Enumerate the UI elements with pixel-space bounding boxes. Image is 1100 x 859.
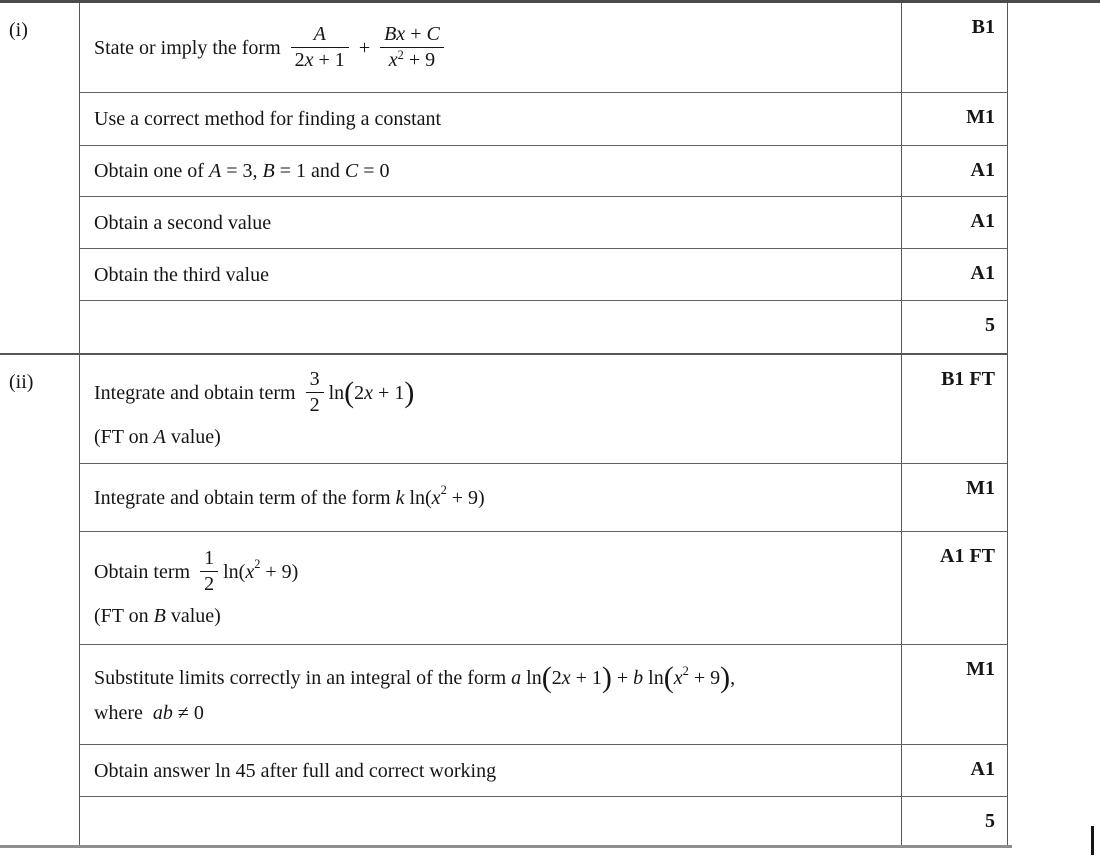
mark-cell: B1 <box>901 3 1008 92</box>
criterion-row <box>80 797 1008 848</box>
mark-cell: A1 <box>901 249 1008 300</box>
criterion-row <box>80 146 1008 197</box>
criterion-row <box>80 301 1008 353</box>
math-line: Obtain one of A = 3, B = 1 and C = 0 <box>94 160 390 182</box>
criterion-cell <box>80 745 901 796</box>
criterion-row <box>80 532 1008 645</box>
fraction: $\frac{Bx + C}{x^2 + 9}$ <box>380 23 444 72</box>
criterion-cell <box>80 93 901 145</box>
criterion-cell <box>80 301 901 353</box>
mark-cell: A1 FT <box>901 532 1008 644</box>
criteria-rows <box>80 355 1008 848</box>
math-line: Obtain answer ln 45 after full and correct working <box>94 759 497 782</box>
criterion-row <box>80 464 1008 532</box>
math-line: (FT on A value) <box>94 426 221 448</box>
criterion-cell <box>80 645 901 744</box>
part-label: (ii) <box>0 355 80 848</box>
criterion-row <box>80 355 1008 464</box>
math-line: Obtain the third value <box>94 263 269 286</box>
criterion-cell <box>80 355 901 463</box>
math-line: Integrate and obtain term of the form k ln( x 2 + 9) <box>94 483 485 509</box>
criterion-cell <box>80 197 901 248</box>
criterion-cell <box>80 249 901 300</box>
criterion-cell <box>80 797 901 848</box>
criterion-row <box>80 745 1008 797</box>
criterion-row <box>80 645 1008 745</box>
math-line: Obtain term $\frac{1}{2}$ ln( x 2 + 9) <box>94 547 299 595</box>
criterion-row <box>80 249 1008 301</box>
criterion-row <box>80 93 1008 146</box>
mark-cell: M1 <box>901 464 1008 531</box>
mark-cell: M1 <box>901 93 1008 145</box>
fraction: $\frac{A}{2x + 1}$ <box>291 23 349 72</box>
mark-cell: B1 FT <box>901 355 1008 463</box>
math-line: where ab ≠ 0 <box>94 702 204 724</box>
criterion-row <box>80 3 1008 93</box>
math-line: Obtain a second value <box>94 211 272 234</box>
criterion-cell <box>80 532 901 644</box>
section-part-ii <box>0 355 1008 848</box>
criterion-cell <box>80 146 901 196</box>
math-line: State or imply the form $\frac{A}{2x + 1}$ + $\frac{Bx + C}{x^2 + 9}$ <box>94 23 891 72</box>
mark-cell: A1 <box>901 745 1008 796</box>
mark-cell: A1 <box>901 197 1008 248</box>
criterion-cell <box>80 3 901 92</box>
mark-scheme-table <box>0 3 1008 848</box>
text-caret-icon <box>1091 826 1094 855</box>
fraction: $\frac{3}{2}$ <box>306 368 324 417</box>
math-line: Substitute limits correctly in an integral of the form a ln ( 2 x + 1 ) + b ln ( x 2 + 9 ) , <box>94 661 736 694</box>
criterion-cell <box>80 464 901 531</box>
math-line: Use a correct method for finding a constant <box>94 108 442 130</box>
part-label: (i) <box>0 3 80 353</box>
total-mark-cell: 5 <box>901 797 1008 848</box>
page-bottom-rule <box>0 845 1012 848</box>
math-line: Integrate and obtain term $\frac{3}{2}$ ln ( 2 x + 1 ) <box>94 368 415 416</box>
mark-cell: M1 <box>901 645 1008 744</box>
criterion-row <box>80 197 1008 249</box>
total-mark-cell: 5 <box>901 301 1008 353</box>
section-part-i <box>0 3 1008 355</box>
criteria-rows <box>80 3 1008 353</box>
fraction: $\frac{1}{2}$ <box>200 547 218 596</box>
math-line: (FT on B value) <box>94 605 221 627</box>
mark-cell: A1 <box>901 146 1008 196</box>
